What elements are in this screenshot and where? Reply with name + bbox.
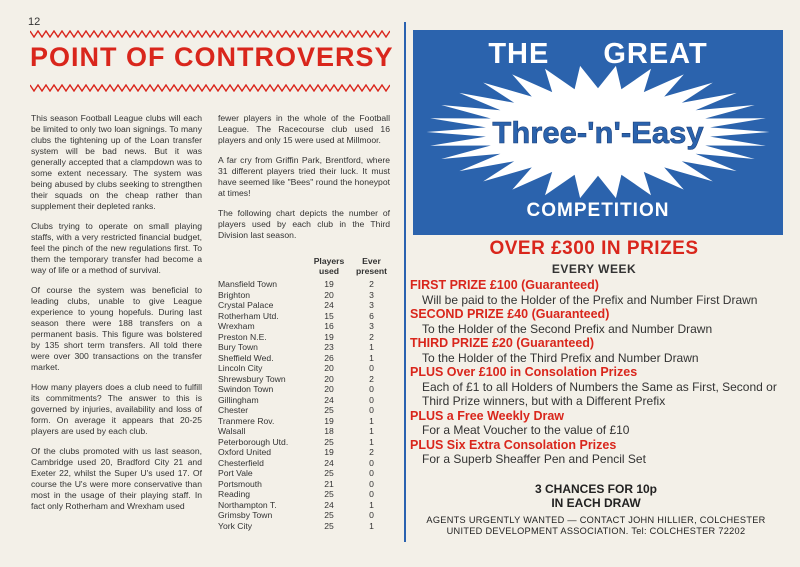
ever-present: 1 [369, 520, 374, 531]
table-row [218, 290, 393, 301]
table-row [218, 426, 393, 437]
players-used: 19 [324, 279, 334, 289]
table-row [218, 395, 393, 406]
club-name: Gillingham [218, 394, 259, 405]
every-week: EVERY WEEK [551, 262, 637, 276]
players-used: 20 [324, 384, 334, 394]
club-name: Preston N.E. [218, 331, 267, 342]
players-used-table [218, 256, 393, 531]
chances-banner [410, 482, 782, 510]
chances-line-1: 3 CHANCES FOR 10p [534, 482, 658, 496]
top-zigzag-border [30, 30, 390, 38]
table-row [218, 279, 393, 290]
table-row [218, 479, 393, 490]
chances-line-2: IN EACH DRAW [551, 496, 641, 510]
players-used: 18 [324, 426, 334, 436]
club-name: Shrewsbury Town [218, 373, 286, 384]
article-paragraph: Clubs trying to operate on small playing staffs, with a very restricted financial budget, feel the pinch of the new regulations first. To them the temporary transfer had become a way of life or a method of survival. [31, 221, 202, 275]
prize-heading: SECOND PRIZE £40 (Guaranteed) [410, 307, 610, 321]
bottom-zigzag-border [30, 84, 390, 92]
ever-present: 2 [369, 373, 374, 384]
players-used: 19 [324, 447, 334, 457]
ever-present: 2 [369, 331, 374, 342]
table-row [218, 510, 393, 521]
ever-present: 3 [369, 321, 374, 331]
club-name: Brighton [218, 289, 251, 300]
club-name: Mansfield Town [218, 279, 278, 289]
club-name: Walsall [218, 426, 246, 436]
players-used: 25 [324, 405, 334, 415]
club-name: Rotherham Utd. [218, 310, 279, 321]
prize-heading: FIRST PRIZE £100 (Guaranteed) [410, 278, 599, 292]
table-row [218, 321, 393, 332]
page-number: 12 [28, 16, 41, 28]
article-paragraph: The following chart depicts the number of players used by each club in the Third Division last season. [218, 208, 390, 240]
players-used: 20 [324, 363, 334, 373]
table-row [218, 300, 393, 311]
prize-heading: PLUS Over £100 in Consolation Prizes [410, 365, 638, 379]
club-name: Tranmere Rov. [218, 415, 275, 426]
players-used: 24 [324, 394, 334, 405]
ever-present: 0 [369, 457, 374, 468]
players-used: 25 [324, 489, 334, 499]
club-name: York City [218, 520, 253, 531]
players-used: 16 [324, 321, 334, 331]
ever-present: 0 [369, 489, 374, 499]
club-name: Crystal Palace [218, 300, 274, 310]
agents-wanted [410, 515, 782, 537]
ever-present: 1 [369, 415, 374, 426]
agents-line-1: AGENTS URGENTLY WANTED — CONTACT JOHN HILLIER, COLCHESTER [426, 515, 766, 525]
table-row [218, 437, 393, 448]
club-name: Swindon Town [218, 384, 274, 394]
ever-present: 3 [369, 300, 374, 310]
table-header [218, 256, 393, 276]
table-row [218, 311, 393, 322]
club-name: Northampton T. [218, 499, 277, 510]
ever-present: 1 [369, 436, 374, 447]
article-paragraph: Of course the system was beneficial to leading clubs, unable to give League experience to young hopefuls. During last season there were 188 transfers on a permanent basis. This figure was bolstered by 135 short term transfers. All told there were over 300 transactions on the transfer market. [31, 285, 202, 372]
prize-description: Will be paid to the Holder of the Prefix and Number First Drawn [422, 292, 758, 307]
table-row [218, 353, 393, 364]
ever-present: 0 [369, 405, 374, 415]
prize-description: To the Holder of the Third Prefix and Number Drawn [422, 350, 699, 365]
club-name: Peterborough Utd. [218, 436, 289, 447]
ever-present: 0 [369, 478, 374, 489]
players-used: 21 [324, 478, 334, 489]
club-name: Port Vale [218, 468, 253, 478]
article-paragraph: How many players does a club need to fulfill its commitments? The answer to this is governed by injuries, availability and loss of form. On average it appears that 20-25 players are used by each club. [31, 382, 202, 436]
article-paragraph: A far cry from Griffin Park, Brentford, where 31 different players tried their luck. It must have seemed like "Bees" round the honeypot at times! [218, 155, 390, 198]
club-name: Sheffield Wed. [218, 352, 274, 363]
prize-heading: PLUS a Free Weekly Draw [410, 408, 565, 423]
article-paragraph: fewer players in the whole of the Football League. The Racecourse club used 16 players and only 15 were used at Millmoor. [218, 113, 390, 145]
players-used: 23 [324, 342, 334, 352]
players-used: 24 [324, 457, 334, 468]
header-ever-present: Ever present [355, 256, 388, 276]
players-used: 25 [324, 468, 334, 478]
ever-present: 1 [369, 426, 374, 436]
poster-the: THE [488, 38, 550, 70]
column-divider [404, 22, 406, 542]
ever-present: 0 [369, 510, 374, 520]
players-used: 25 [324, 510, 334, 520]
ever-present: 0 [369, 394, 374, 405]
prize-list [410, 278, 782, 467]
table-row [218, 416, 393, 427]
article-column-1 [31, 113, 202, 521]
ever-present: 6 [369, 310, 374, 321]
club-name: Portsmouth [218, 478, 262, 489]
table-row [218, 405, 393, 416]
ever-present: 1 [369, 499, 374, 510]
club-name: Chesterfield [218, 457, 264, 468]
ever-present: 0 [369, 363, 374, 373]
ever-present: 0 [369, 384, 374, 394]
club-name: Lincoln City [218, 363, 263, 373]
prize-heading: PLUS Six Extra Consolation Prizes [410, 437, 617, 452]
table-row [218, 447, 393, 458]
ever-present: 3 [369, 289, 374, 300]
poster-competition: COMPETITION [526, 200, 670, 221]
table-row [218, 332, 393, 343]
table-row [218, 384, 393, 395]
table-row [218, 468, 393, 479]
ever-present: 2 [369, 447, 374, 457]
players-used: 24 [324, 499, 334, 510]
headline: POINT OF CONTROVERSY [30, 42, 394, 72]
ever-present: 1 [369, 352, 374, 363]
players-used: 19 [324, 415, 334, 426]
prize-description: Each of £1 to all Holders of Numbers the Same as First, Second or Third Prize winners, but with a Different Prefix [422, 379, 777, 408]
table-row [218, 500, 393, 511]
header-players-used: Players used [313, 256, 345, 276]
club-name: Grimsby Town [218, 510, 273, 520]
prize-description: For a Meat Voucher to the value of £10 [422, 423, 630, 437]
article-column-2 [218, 113, 390, 250]
table-row [218, 363, 393, 374]
players-used: 26 [324, 352, 334, 363]
table-row [218, 458, 393, 469]
ever-present: 0 [369, 468, 374, 478]
logo-text: Three-'n'-Easy [492, 115, 704, 150]
club-name: Bury Town [218, 342, 258, 352]
table-row [218, 489, 393, 500]
prize-heading: THIRD PRIZE £20 (Guaranteed) [410, 336, 595, 350]
players-used: 15 [324, 310, 334, 321]
club-name: Reading [218, 489, 251, 499]
agents-line-2: UNITED DEVELOPMENT ASSOCIATION. Tel: COLCHESTER 72202 [446, 526, 746, 536]
three-n-easy-logo [413, 60, 783, 202]
players-used: 24 [324, 300, 334, 310]
poster-great: GREAT [603, 38, 708, 70]
table-row [218, 374, 393, 385]
club-name: Wrexham [218, 321, 255, 331]
prize-description: To the Holder of the Second Prefix and Number Drawn [422, 321, 713, 336]
table-row [218, 521, 393, 532]
players-used: 20 [324, 373, 334, 384]
ever-present: 2 [369, 279, 374, 289]
club-name: Chester [218, 405, 249, 415]
club-name: Oxford United [218, 447, 272, 457]
article-paragraph: This season Football League clubs will each be limited to only two loan signings. To many clubs the tightening up of the Loan transfer system will be bad news. But it was generally accepted that a clampdown was to some extent necessary. The system was being abused by clubs seeking to strengthen their squads on the cheap rather than supplement their depleted ranks. [31, 113, 202, 211]
ever-present: 1 [369, 342, 374, 352]
prize-description: For a Superb Sheaffer Pen and Pencil Set [422, 452, 646, 466]
prize-total: OVER £300 IN PRIZES [489, 238, 699, 259]
players-used: 19 [324, 331, 334, 342]
article-paragraph: Of the clubs promoted with us last season, Cambridge used 20, Bradford City 21 and Exeter 22, whilst the Super U's used 17. Of course the U's were more conservative than most in the usage of their playing staff. In fact only Rotherham and Wrexham used [31, 446, 202, 511]
players-used: 20 [324, 289, 334, 300]
table-row [218, 342, 393, 353]
players-used: 25 [324, 436, 334, 447]
players-used: 25 [324, 520, 334, 531]
